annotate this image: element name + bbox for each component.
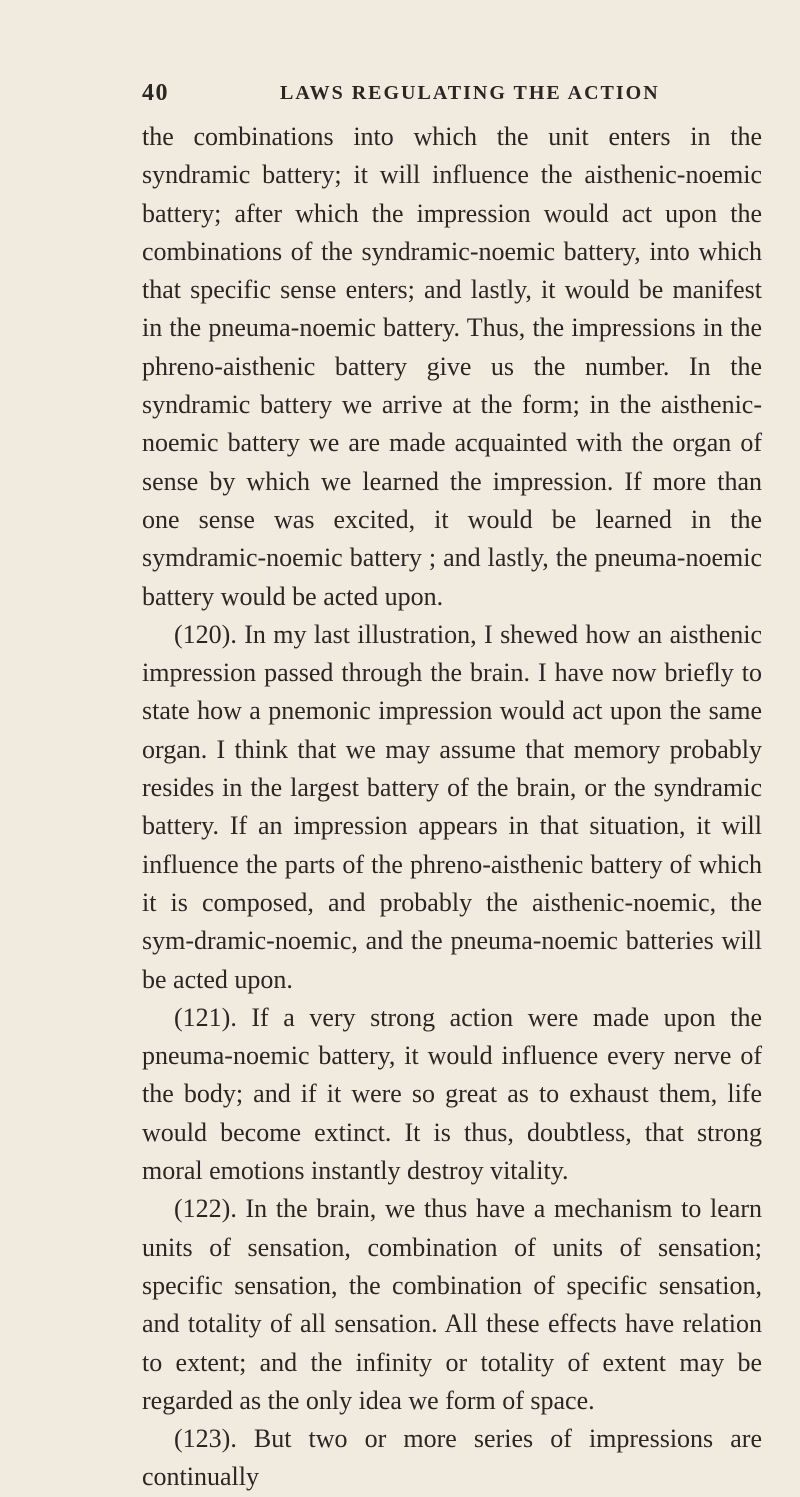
paragraph-120: (120). In my last illustration, I shewed how an aisthenic impression passed through the brain. I have now briefly to state how a pnemonic impression would act upon the same organ. I think that we may assume that memory probably resides in the largest battery of the brain, or the syndramic battery. If an impression appears in that situation, it will influence the parts of the phreno-aisthenic battery of which it is composed, and probably the aisthenic-noemic, the sym-dramic-noemic, and the pneuma-noemic batteries will be acted upon.: [142, 619, 762, 994]
paragraph-continued: the combinations into which the unit enters in the syndramic battery; it will influence the aisthenic-noemic battery; after which the impression would act upon the combinations of the syndramic-noemic battery, into which that specific sense enters; and lastly, it would be manifest in the pneuma-noemic battery. Thus, the impressions in the phreno-aisthenic battery give us the number. In the syndramic battery we arrive at the form; in the aisthenic-noemic battery we are made acquainted with the organ of sense by which we learned the impression. If more than one sense was excited, it would be learned in the symdramic-noemic battery ; and lastly, the pneuma-noemic battery would be acted upon.: [142, 122, 762, 611]
paragraph-123: (123). But two or more series of impressions are continually: [142, 1424, 762, 1492]
paragraph-121: (121). If a very strong action were made upon the pneuma-noemic battery, it would influence every nerve of the body; and if it were so great as to exhaust them, life would become extinct. It is thus, doubtless, that strong moral emotions instantly destroy vitality.: [142, 1002, 762, 1186]
running-title: LAWS REGULATING THE ACTION: [280, 82, 660, 104]
running-head: [142, 80, 762, 120]
body-text: [142, 118, 762, 1497]
page-number: 40: [142, 80, 169, 106]
paragraph-122: (122). In the brain, we thus have a mechanism to learn units of sensation, combination of units of sensation; specific sensation, the combination of specific sensation, and totality of all sensation. All these effects have relation to extent; and the infinity or totality of extent may be regarded as the only idea we form of space.: [142, 1194, 762, 1415]
